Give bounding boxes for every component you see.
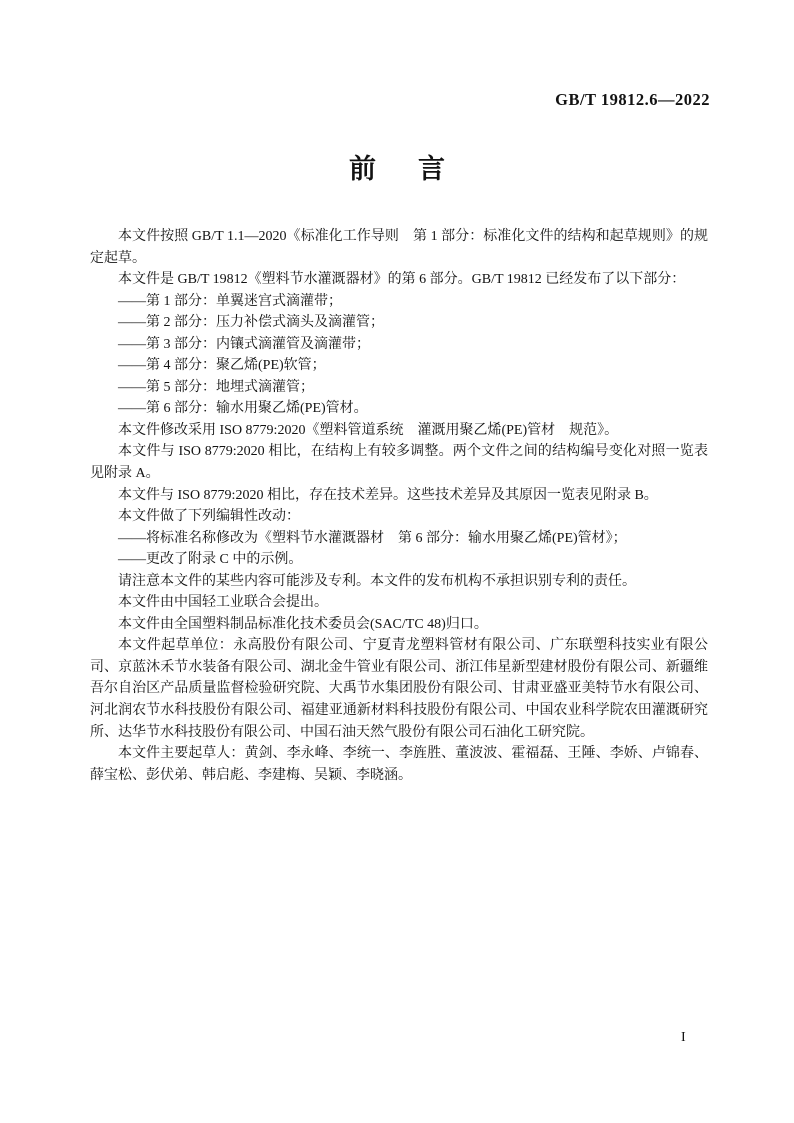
foreword-body: [90, 226, 708, 786]
foreword-list-item: ——更改了附录 C 中的示例。: [118, 552, 303, 568]
foreword-list-item: ——第 2 部分：压力补偿式滴头及滴灌管；: [118, 315, 384, 331]
foreword-paragraph-main-drafters: 本文件主要起草人：黄剑、李永峰、李统一、李旌胜、董波波、霍福磊、王陲、李娇、卢锦春、薛宝松、彭伏弟、韩启彪、李建梅、吴颖、李晓涵。: [90, 746, 708, 783]
foreword-paragraph: 请注意本文件的某些内容可能涉及专利。本文件的发布机构不承担识别专利的责任。: [118, 573, 636, 589]
foreword-list-item: ——第 4 部分：聚乙烯(PE)软管；: [118, 358, 326, 374]
foreword-list-item: ——将标准名称修改为《塑料节水灌溉器材 第 6 部分：输水用聚乙烯(PE)管材》；: [118, 530, 627, 546]
foreword-paragraph: 本文件做了下列编辑性改动：: [118, 509, 300, 525]
foreword-title-char-2: 言: [418, 154, 445, 184]
foreword-list-item: ——第 6 部分：输水用聚乙烯(PE)管材。: [118, 401, 368, 417]
foreword-paragraph: 本文件与 ISO 8779:2020 相比，存在技术差异。这些技术差异及其原因一览表见附录 B。: [118, 487, 658, 503]
foreword-list-item: ——第 1 部分：单翼迷宫式滴灌带；: [118, 293, 342, 309]
foreword-list-item: ——第 5 部分：地埋式滴灌管；: [118, 379, 314, 395]
foreword-paragraph: 本文件修改采用 ISO 8779:2020《塑料管道系统 灌溉用聚乙烯(PE)管材 规范》。: [118, 422, 619, 438]
foreword-title: [0, 153, 794, 185]
foreword-title-char-1: 前: [349, 154, 376, 184]
standard-number: GB/T 19812.6—2022: [555, 90, 710, 109]
foreword-paragraph: 本文件是 GB/T 19812《塑料节水灌溉器材》的第 6 部分。GB/T 19812 已经发布了以下部分：: [118, 272, 686, 288]
foreword-list-item: ——第 3 部分：内镶式滴灌管及滴灌带；: [118, 336, 370, 352]
foreword-paragraph: 本文件与 ISO 8779:2020 相比，在结构上有较多调整。两个文件之间的结构编号变化对照一览表见附录 A。: [90, 444, 708, 482]
foreword-paragraph-drafting-organizations: 本文件起草单位：永高股份有限公司、宁夏青龙塑料管材有限公司、广东联塑科技实业有限公司、京蓝沐禾节水装备有限公司、湖北金牛管业有限公司、浙江伟星新型建材股份有限公司、新疆维吾尔自治区产品质量监督检验研究院、大禹节水集团股份有限公司、甘肃亚盛亚美特节水有限公司、河北润农节水科技股份有限公司、福建亚通新材料科技股份有限公司、中国农业科学院农田灌溉研究所、达华节水科技股份有限公司、中国石油天然气股份有限公司石油化工研究院。: [90, 638, 708, 740]
foreword-paragraph: 本文件按照 GB/T 1.1—2020《标准化工作导则 第 1 部分：标准化文件的结构和起草规则》的规定起草。: [90, 229, 708, 266]
foreword-paragraph: 本文件由全国塑料制品标准化技术委员会(SAC/TC 48)归口。: [118, 616, 488, 632]
page-number: I: [681, 1030, 687, 1045]
foreword-paragraph: 本文件由中国轻工业联合会提出。: [118, 595, 328, 611]
